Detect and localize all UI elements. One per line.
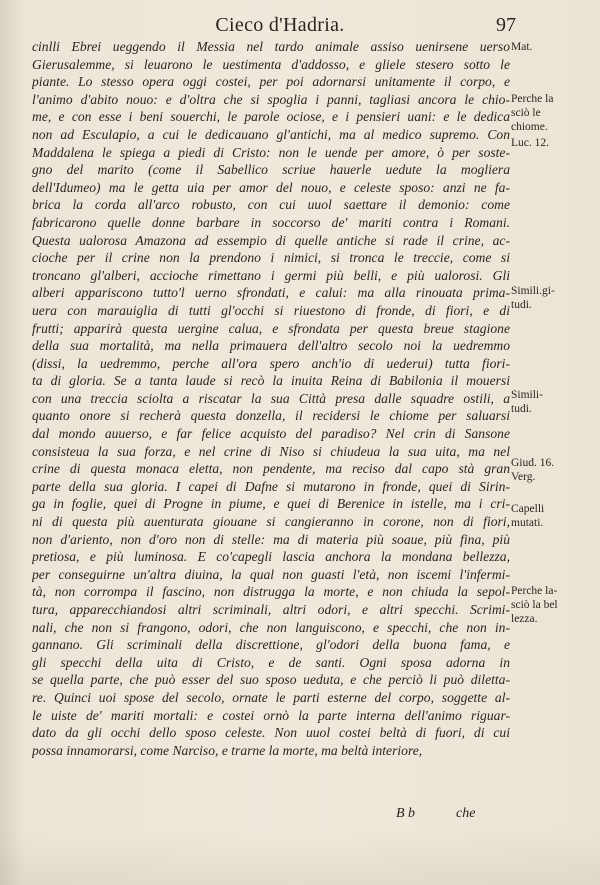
text-line: non d'ariento, non d'oro non di stelle: ma di materia più soaue, più fina, più <box>32 531 510 547</box>
text-line: (dissi, la uedremmo, perche all'ora spero anch'io di uederui) tutta fiori- <box>32 355 510 371</box>
margin-note-line: sciò le <box>511 107 541 119</box>
text-line: della sua mortalità, ma nella primauera dell'altro secolo noi la uedremmo <box>32 338 510 354</box>
text-line: crine di questa monaca eletta, non pendente, ma reciso dal capo stà gran <box>32 461 510 477</box>
text-line: uera con marauiglia di tutti gl'occhi si riuestono di fronde, di fiori, e di <box>32 302 510 318</box>
text-line: con una treccia sciolta a riscatar la sua Città presa dalle squadre ostili, a <box>32 390 510 406</box>
margin-note-perche-la-chiome <box>511 92 571 134</box>
text-line: frutti; apparirà questa uergine calua, e sfrondata per questa breue stagione <box>32 320 510 336</box>
text-line: cioche per il crine non la prendono i nimici, si tronca le treccie, come si <box>32 250 510 266</box>
text-line: alberi appariscono tutto'l uerno sfrondati, e calui: ma alla rinouata prima- <box>32 285 510 301</box>
margin-note-similitudine-2 <box>511 388 571 416</box>
signature-mark: B b <box>396 806 416 821</box>
running-title: Cieco d'Hadria. <box>215 14 345 36</box>
margin-note-line: chiome. <box>511 121 548 133</box>
text-line: nali, che non si frangono, odori, che non languiscono, e specchi, che non in- <box>32 619 510 635</box>
margin-note-luc <box>511 136 571 150</box>
margin-note-line: Mat. <box>511 41 533 53</box>
text-line: me, e con esse i beni souerchi, le parole ociose, e i pensieri uani: e le dedica <box>32 109 510 125</box>
text-line: le uiste de' mariti mortali: e costei ornò la parte interna dell'animo riguar- <box>32 707 510 723</box>
margin-note-line: lezza. <box>511 613 538 625</box>
text-line: piante. Lo stesso opera oggi costei, per poi adornarsi unitamente il corpo, e <box>32 74 510 90</box>
text-line: quanto onore si recherà questa donzella, il recidersi le chiome per saluarsi <box>32 408 510 424</box>
margin-note-giud <box>511 456 571 484</box>
text-line: per conseguirne un'altra diuina, la qual non guasti l'età, non iscemi l'infermi- <box>32 566 510 582</box>
text-line: brica la corda all'arco robusto, con cui uuol saettare il demonio: come <box>32 197 510 213</box>
margin-note-line: mutati. <box>511 517 544 529</box>
margin-note-line: Verg. <box>511 471 536 483</box>
page-bottom-margin <box>0 830 600 885</box>
text-line: dato da gli occhi dello sposo celeste. Non uuol costei beltà di fuori, di cui <box>32 725 510 741</box>
text-line: consisteua la sua forza, e nel crine di Niso si chiudeua la sua uita, ma nel <box>32 443 510 459</box>
margin-note-line: Simili.gi- <box>511 285 555 297</box>
margin-note-line: Perche la- <box>511 585 558 597</box>
margin-note-line: sciò la bel <box>511 599 558 611</box>
text-line: cinlli Ebrei ueggendo il Messia nel tardo animale assiso uenirsene uerso <box>32 39 510 54</box>
text-line: ni di questa più auenturata giouane si cangieranno in corone, non di fiori, <box>32 514 510 530</box>
margin-note-capelli-mutati <box>511 502 571 530</box>
margin-note-perche-lascio <box>511 584 571 626</box>
text-line: se quella parte, che può esser del suo sposo ueduta, e che perciò li può diletta- <box>32 672 510 688</box>
margin-note-line: Perche la <box>511 93 554 105</box>
text-line: gannano. Gli scriminali della discrettione, gl'odori della buona fama, e <box>32 637 510 653</box>
text-line: l'animo d'abito nouo: e d'oltra che si spoglia i panni, tagliasi ancora le chio- <box>32 91 510 107</box>
text-line: tà, non corrompa il fascino, non distrugga la morte, e non chiuda la sepol- <box>32 584 510 600</box>
text-line: re. Quinci uoi spose del secolo, ornate le parti esterne del corpo, soggette al- <box>32 689 510 705</box>
margin-note-mat <box>511 40 571 54</box>
text-line: Maddalena le spiega a piedi di Cristo: non le uende per amore, ò per soste- <box>32 144 510 160</box>
page-footer <box>0 806 600 826</box>
text-line: gli specchi della uita di Cristo, e de santi. Ogni sposa adorna in <box>32 654 510 670</box>
text-line: Gierusalemme, si leuarono le uestimenta d'addosso, e gliele stesero sotto le <box>32 56 510 72</box>
text-line: possa innamorarsi, come Narciso, e trarne la morte, ma beltà interiore, <box>32 742 423 758</box>
margin-note-line: Capelli <box>511 503 545 515</box>
margin-note-line: Giud. 16. <box>511 457 555 469</box>
margin-note-line: Luc. 12. <box>511 137 550 149</box>
margin-note-similitudine <box>511 284 571 312</box>
margin-note-line: Simili- <box>511 389 543 401</box>
text-line: non ad Esculapio, a cui le dedicauano gl'antichi, ma al medico supremo. Con <box>32 126 510 142</box>
text-line: dal mondo auuerso, e far felice acquisto del paradiso? Nel crin di Sansone <box>32 426 510 442</box>
page-number: 97 <box>496 14 516 36</box>
text-line: troncano gl'alberi, accioche rimettano i germi più belli, e più ualorosi. Gli <box>32 267 510 283</box>
catchword: che <box>456 806 476 821</box>
margin-note-line: tudi. <box>511 299 532 311</box>
text-line: fabricarono quelle donne barbare in soccorso de' mariti contra i Romani. <box>32 214 510 230</box>
text-line: gno del marito (come il Sabellico scriue hauerle uedute la mogliera <box>32 162 510 178</box>
text-line: ga in foglie, quei di Progne in piume, e quei di Berenice in istelle, ma i cri- <box>32 496 510 512</box>
text-line: ta di gloria. Se a tanta laude si recò la inuita Reina di Babilonia il mouersi <box>32 373 510 389</box>
text-line: dell'Idumeo) ma le getta uia per amor del nouo, e celeste sposo: anzi ne fa- <box>32 179 510 195</box>
margin-note-line: tudi. <box>511 403 532 415</box>
page-header <box>0 14 600 38</box>
body-text <box>32 38 510 759</box>
text-line: parte della sua gloria. I capei di Dafne si mutarono in fronde, quei di Sirin- <box>32 478 510 494</box>
text-line: tura, apparecchiandosi altri scriminali, altri odori, e altri specchi. Scrimi- <box>32 602 510 617</box>
text-line: pretiosa, e più luminosa. E co'capegli lascia anchora la mondana bellezza, <box>32 549 510 565</box>
text-line: Questa ualorosa Amazona ad essempio di quelle antiche si rade il crine, ac- <box>32 232 510 248</box>
